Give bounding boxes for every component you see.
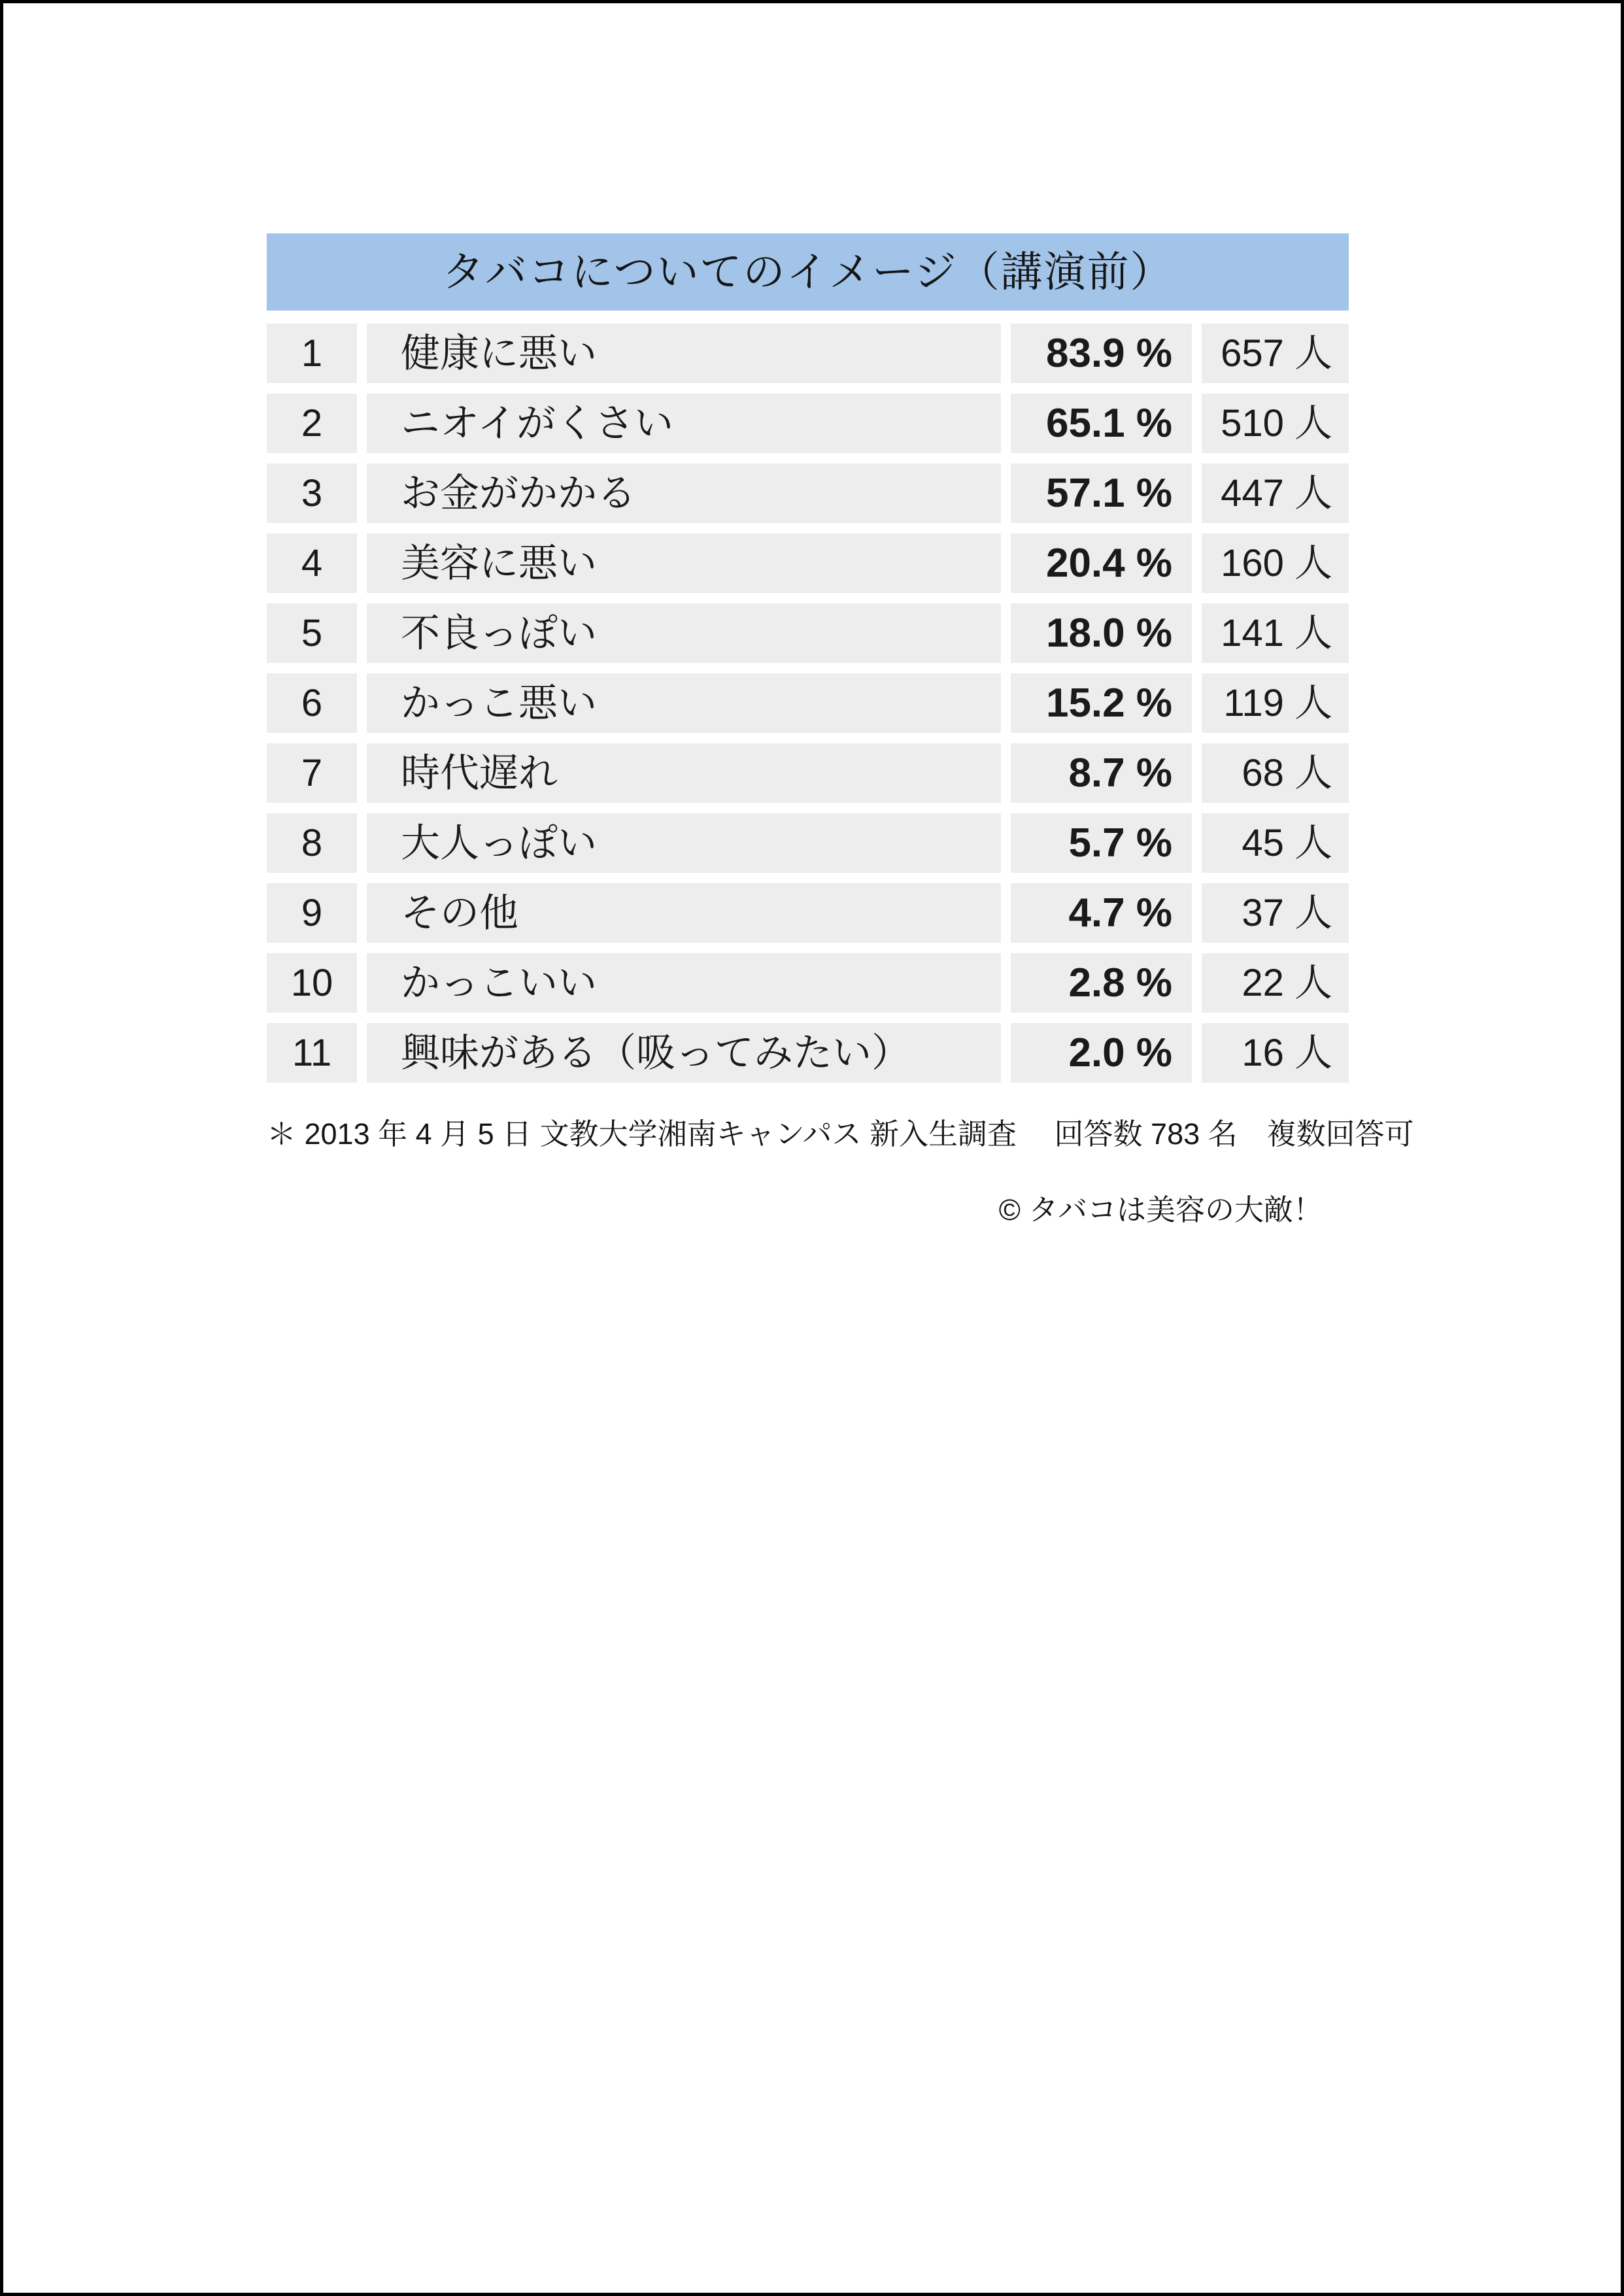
table-row <box>267 603 1349 663</box>
copyright-note: © タバコは美容の大敵！ <box>998 1193 1323 1226</box>
count-cell: 22 人 <box>1202 953 1349 1013</box>
table-row <box>267 394 1349 453</box>
rank-cell: 2 <box>267 394 357 453</box>
rank-cell: 5 <box>267 603 357 663</box>
percent-cell: 65.1 % <box>1011 394 1192 453</box>
rank-cell: 10 <box>267 953 357 1013</box>
count-cell: 657 人 <box>1202 324 1349 383</box>
table-row <box>267 813 1349 873</box>
percent-cell: 57.1 % <box>1011 464 1192 523</box>
percent-cell: 2.0 % <box>1011 1023 1192 1083</box>
table-row <box>267 533 1349 593</box>
count-cell: 45 人 <box>1202 813 1349 873</box>
percent-cell: 2.8 % <box>1011 953 1192 1013</box>
count-cell: 141 人 <box>1202 603 1349 663</box>
survey-footnote: ＊ 2013 年 4 月 5 日 文教大学湘南キャンパス 新入生調査 回答数 783 名 複数回答可 <box>267 1117 1414 1151</box>
rank-cell: 7 <box>267 743 357 803</box>
count-cell: 68 人 <box>1202 743 1349 803</box>
count-cell: 37 人 <box>1202 883 1349 943</box>
rank-cell: 11 <box>267 1023 357 1083</box>
table-row <box>267 324 1349 383</box>
percent-cell: 18.0 % <box>1011 603 1192 663</box>
table-row <box>267 953 1349 1013</box>
rank-cell: 8 <box>267 813 357 873</box>
item-label-cell: 大人っぽい <box>367 813 1001 873</box>
table-rows <box>267 324 1349 1083</box>
count-cell: 510 人 <box>1202 394 1349 453</box>
item-label-cell: その他 <box>367 883 1001 943</box>
item-label-cell: お金がかかる <box>367 464 1001 523</box>
item-label-cell: 不良っぽい <box>367 603 1001 663</box>
table-row <box>267 1023 1349 1083</box>
survey-table <box>267 233 1349 1083</box>
table-row <box>267 673 1349 733</box>
rank-cell: 9 <box>267 883 357 943</box>
item-label-cell: 時代遅れ <box>367 743 1001 803</box>
percent-cell: 4.7 % <box>1011 883 1192 943</box>
count-cell: 160 人 <box>1202 533 1349 593</box>
count-cell: 447 人 <box>1202 464 1349 523</box>
percent-cell: 5.7 % <box>1011 813 1192 873</box>
item-label-cell: かっこ悪い <box>367 673 1001 733</box>
item-label-cell: 美容に悪い <box>367 533 1001 593</box>
percent-cell: 20.4 % <box>1011 533 1192 593</box>
percent-cell: 83.9 % <box>1011 324 1192 383</box>
table-title: タバコについてのイメージ（講演前） <box>267 233 1349 311</box>
item-label-cell: かっこいい <box>367 953 1001 1013</box>
rank-cell: 3 <box>267 464 357 523</box>
table-row <box>267 883 1349 943</box>
table-row <box>267 464 1349 523</box>
percent-cell: 15.2 % <box>1011 673 1192 733</box>
item-label-cell: ニオイがくさい <box>367 394 1001 453</box>
count-cell: 119 人 <box>1202 673 1349 733</box>
count-cell: 16 人 <box>1202 1023 1349 1083</box>
table-row <box>267 743 1349 803</box>
percent-cell: 8.7 % <box>1011 743 1192 803</box>
rank-cell: 4 <box>267 533 357 593</box>
rank-cell: 1 <box>267 324 357 383</box>
item-label-cell: 健康に悪い <box>367 324 1001 383</box>
item-label-cell: 興味がある（吸ってみたい） <box>367 1023 1001 1083</box>
rank-cell: 6 <box>267 673 357 733</box>
